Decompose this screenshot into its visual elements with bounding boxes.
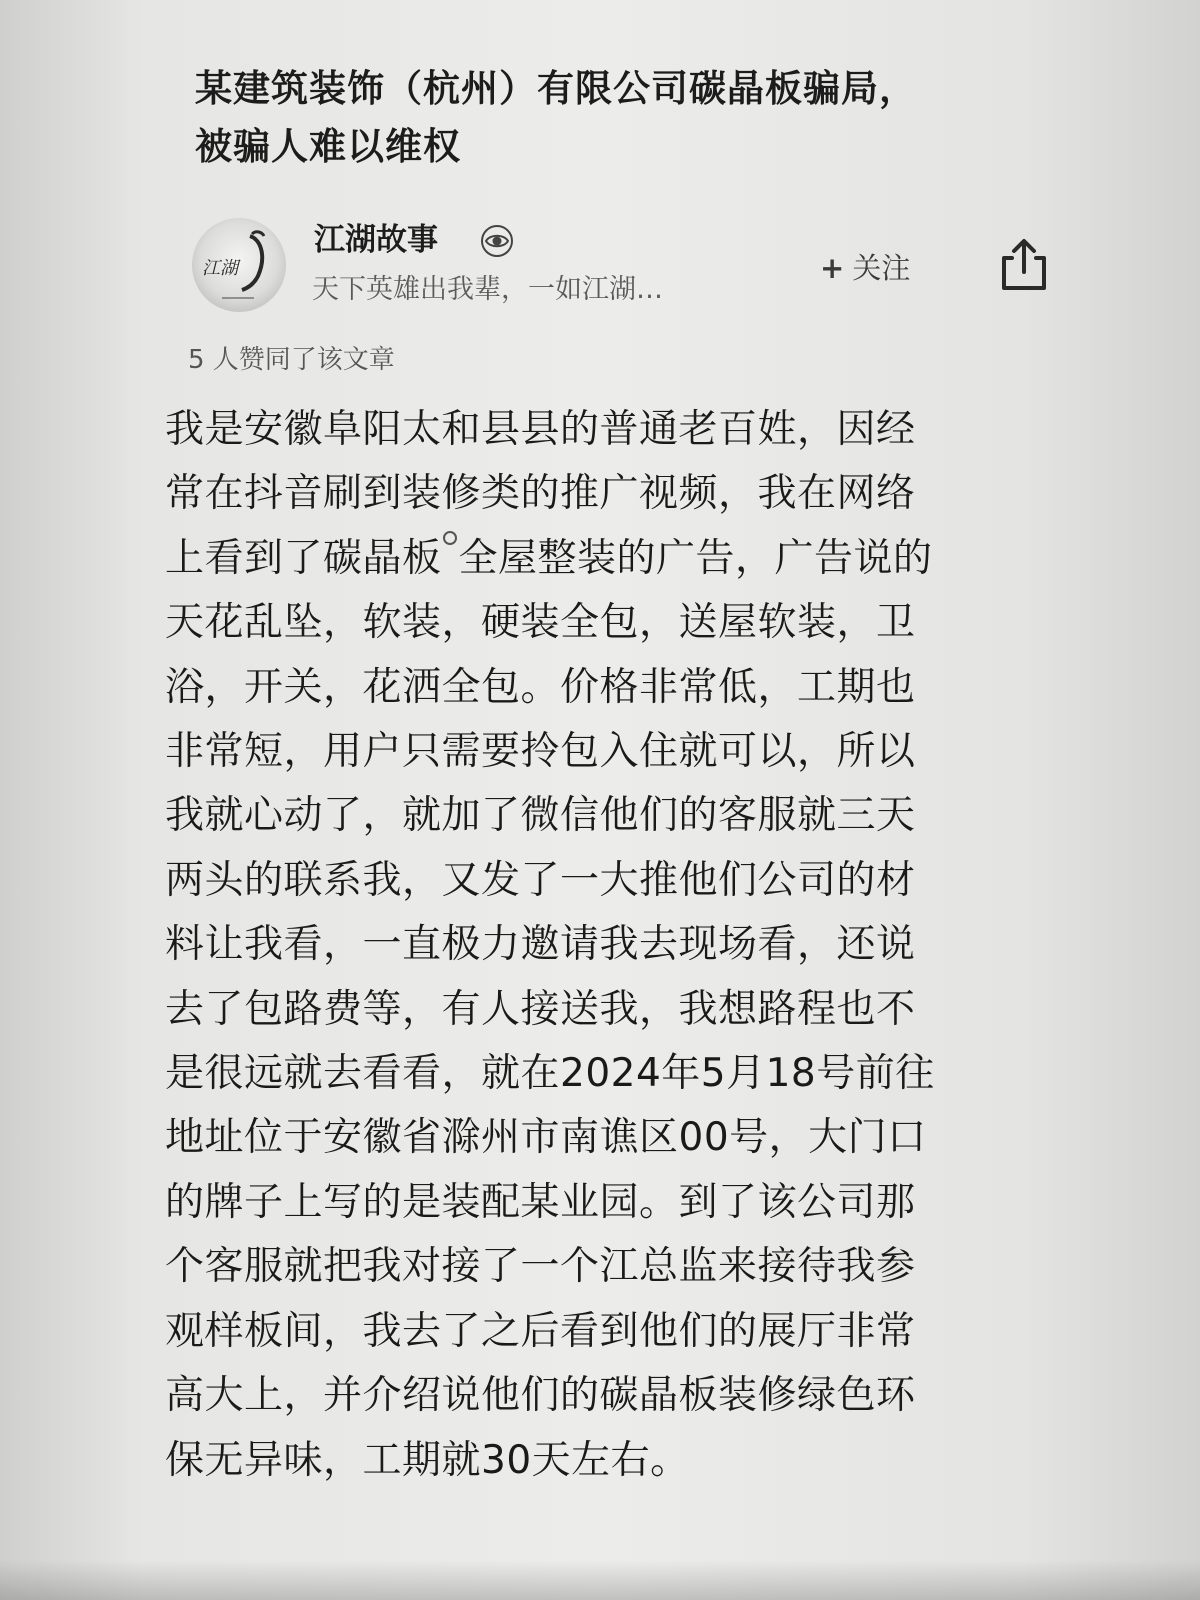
author-name[interactable]: 江湖故事: [314, 222, 438, 258]
body-line: 个客服就把我对接了一个江总监来接待我参: [165, 1244, 916, 1290]
article-body: [165, 398, 1065, 1493]
body-line: 去了包路费等，有人接送我，我想路程也不: [165, 986, 916, 1032]
follow-label: 关注: [852, 251, 911, 285]
likes-count: 5 人赞同了该文章: [188, 345, 395, 375]
body-line-part: 全屋整装的广告，广告说的: [458, 535, 933, 581]
body-line: 我就心动了，就加了微信他们的客服就三天: [165, 793, 916, 839]
search-keyword-icon[interactable]: [443, 531, 457, 545]
body-line: [165, 527, 1065, 591]
page-bottom-shadow: [0, 1560, 1200, 1600]
body-line: 料让我看，一直极力邀请我去现场看，还说: [165, 922, 916, 968]
article-title: [195, 60, 1055, 176]
plus-icon: +: [820, 251, 845, 285]
author-row: [190, 212, 1070, 322]
body-line: 的牌子上写的是装配某业园。到了该公司那: [165, 1179, 916, 1225]
share-icon[interactable]: [998, 236, 1050, 294]
body-line: 高大上，并介绍说他们的碳晶板装修绿色环: [165, 1373, 916, 1419]
eye-badge-icon: [480, 224, 514, 258]
body-line: 观样板间，我去了之后看到他们的展厅非常: [165, 1308, 916, 1354]
body-line: 非常短，用户只需要拎包入住就可以，所以: [165, 729, 916, 775]
body-line: 两头的联系我，又发了一大推他们公司的材: [165, 857, 916, 903]
body-line: 保无异味，工期就30天左右。: [165, 1437, 690, 1483]
author-bio: 天下英雄出我辈，一如江湖…: [312, 274, 663, 305]
body-line: 地址位于安徽省滁州市南谯区00号，大门口: [165, 1115, 927, 1161]
body-line: 常在抖音刷到装修类的推广视频，我在网络: [165, 471, 916, 517]
body-line: 浴，开关，花洒全包。价格非常低，工期也: [165, 664, 916, 710]
body-line: 是很远就去看看，就在2024年5月18号前往: [165, 1051, 935, 1097]
body-line: 天花乱坠，软装，硬装全包，送屋软装，卫: [165, 600, 916, 646]
avatar-text: 江湖: [202, 258, 238, 279]
article-title-line-2: 被骗人难以维权: [195, 125, 461, 168]
body-line-part: 上看到了碳晶板: [165, 535, 442, 581]
follow-button[interactable]: [820, 246, 910, 290]
article-title-line-1: 某建筑装饰（杭州）有限公司碳晶板骗局，: [195, 67, 917, 110]
avatar-image: [192, 218, 286, 312]
avatar[interactable]: [192, 218, 286, 312]
body-line: 我是安徽阜阳太和县县的普通老百姓，因经: [165, 407, 916, 452]
